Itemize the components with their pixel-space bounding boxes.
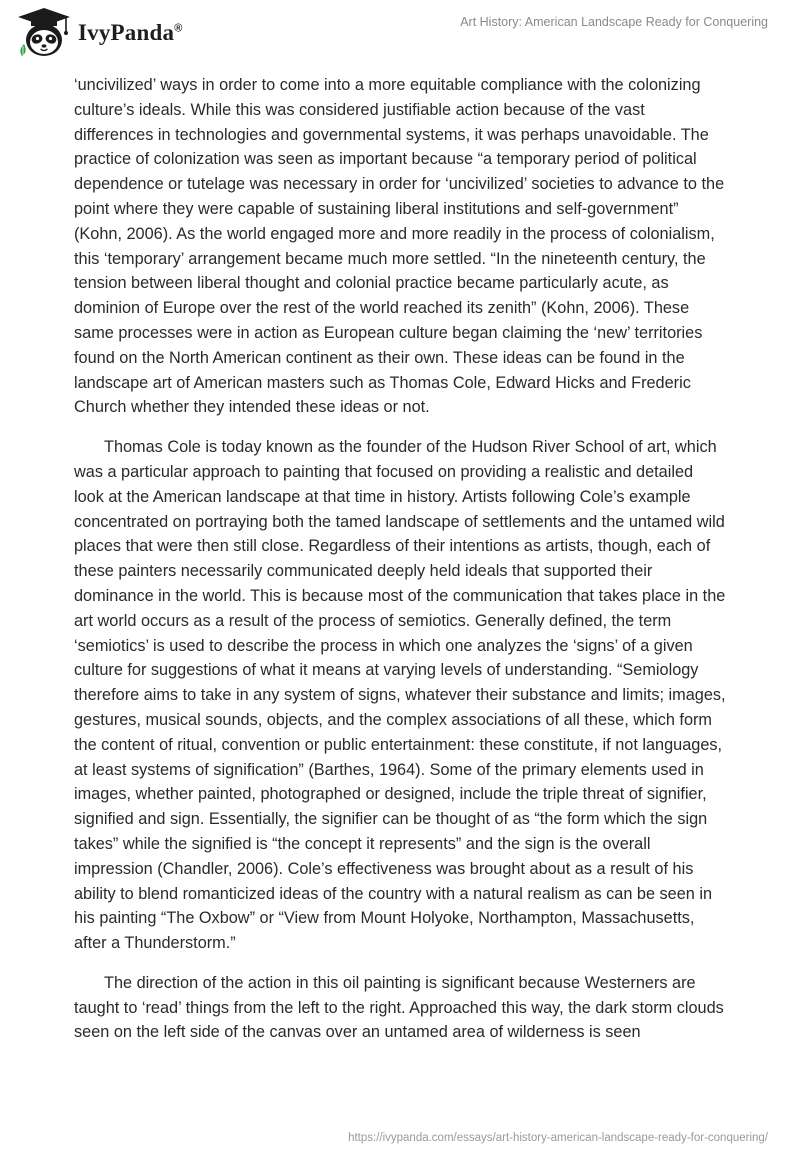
registered-mark: ® xyxy=(174,22,183,35)
essay-body xyxy=(74,73,726,1060)
paragraph: ‘uncivilized’ ways in order to come into a more equitable compliance with the colonizing culture’s ideals. While this was considered justifiable action because of the vast differences in technologies and governmental systems, it was perhaps unavoidable. The practice of colonization was seen as important because “a temporary period of political dependence or tutelage was necessary in order for ‘uncivilized’ societies to advance to the point where they were capable of sustaining liberal institutions and self-government” (Kohn, 2006). As the world engaged more and more readily in the process of colonialism, this ‘temporary’ arrangement became much more settled. “In the nineteenth century, the tension between liberal thought and colonial practice became particularly acute, as dominion of Europe over the rest of the world reached its zenith” (Kohn, 2006). These same processes were in action as European culture began claiming the ‘new’ territories found on the North American continent as their own. These ideas can be found in the landscape art of American masters such as Thomas Cole, Edward Hicks and Frederic Church whether they intended these ideas or not. xyxy=(74,76,725,417)
document-title: Art History: American Landscape Ready for Conquering xyxy=(460,15,768,29)
source-url[interactable]: https://ivypanda.com/essays/art-history-american-landscape-ready-for-conquering/ xyxy=(348,1132,768,1144)
paragraph: Thomas Cole is today known as the founder of the Hudson River School of art, which was a particular approach to painting that focused on providing a realistic and detailed look at the American landscape at that time in history. Artists following Cole’s example concentrated on portraying both the tamed landscape of settlements and the untamed wild places that were then still close. Regardless of their intentions as artists, though, each of these painters necessarily communicated deeply held ideals that supported their dominance in the world. This is because most of the communication that takes place in the art world occurs as a result of the process of semiotics. Generally defined, the term ‘semiotics’ is used to describe the process in which one analyzes the ‘signs’ of a given culture for suggestions of what it means at varying levels of understanding. “Semiology therefore aims to take in any system of signs, whatever their substance and limits; images, gestures, musical sounds, objects, and the complex associations of all these, which form the content of ritual, convention or public entertainment: these constitute, if not languages, at least systems of signification” (Barthes, 1964). Some of the primary elements used in images, whether painted, photographed or designed, include the triple threat of signifier, signified and sign. Essentially, the signifier can be thought of as “the form which the sign takes” while the signified is “the concept it represents” and the sign is the overall impression (Chandler, 2006). Cole’s effectiveness was brought about as a result of his ability to blend romanticized ideas of the country with a natural realism as can be seen in his painting “The Oxbow” or “View from Mount Holyoke, Northampton, Massachusetts, after a Thunderstorm.” xyxy=(74,438,726,953)
brand-name: IvyPanda® xyxy=(78,20,183,45)
panda-graduate-icon xyxy=(14,6,74,60)
brand-logo[interactable] xyxy=(14,6,183,60)
page-header xyxy=(0,0,800,70)
paragraph: The direction of the action in this oil painting is significant because Westerners are taught to ‘read’ things from the left to the right. Approached this way, the dark storm clouds seen on the left side of the canvas over an untamed area of wilderness is seen xyxy=(74,973,724,1042)
